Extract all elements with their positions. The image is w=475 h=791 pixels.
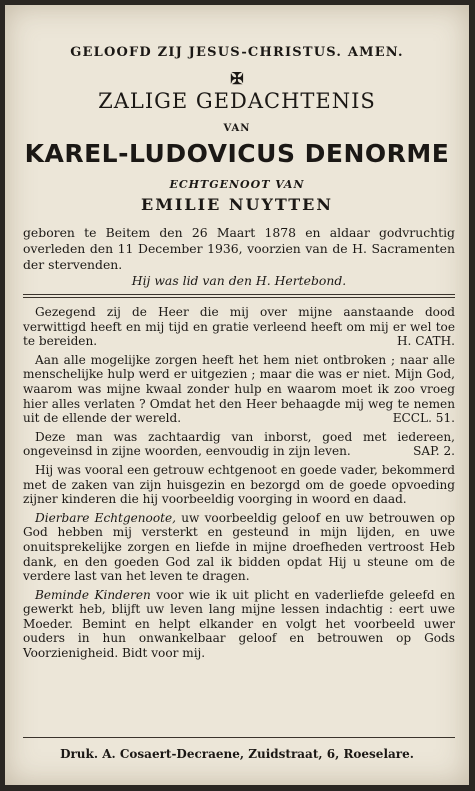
paragraph — [23, 511, 455, 584]
deceased-name: KAREL-LUDOVICUS DENORME — [24, 139, 450, 168]
invocation: GELOOFD ZIJ JESUS-CHRISTUS. AMEN. — [70, 45, 404, 60]
membership-text: Hij was lid van den H. Hertebond. — [131, 273, 347, 288]
biography — [23, 225, 455, 289]
paragraph — [23, 463, 455, 507]
paragraph-text: uw voorbeeldig geloof en uw betrouwen op God hebben mij versterkt en gesteund in mijn lijden, en uwe onuitsprekelijke zorgen en liefde in mijne droefheden vertroost Heb dank, en den goeden God zal ik bidden opdat Hij u steune om de verdere last van het leven te dragen. — [23, 510, 455, 584]
spouse-name: EMILIE NUYTTEN — [141, 195, 333, 214]
paragraph-text: Hij was vooral een getrouw echtgenoot en goede vader, bekommerd met de zaken van zijn huisgezin en bezorgd om de goede opvoeding zijner kinderen die hij voorbeeldig voorging in woord en daad. — [23, 462, 455, 507]
paragraph-source: SAP. 2. — [413, 444, 455, 459]
cross-icon: ✠ — [230, 69, 244, 88]
paragraph — [23, 353, 455, 426]
paragraph-text: voor wie ik uit plicht en vaderliefde geleefd en gewerkt heb, blijft uw leven lang mijne lessen indachtig : eert uwe Moeder. Bemint en helpt elkander en volgt het voorbeeld uwer ouders in hun onwankelbaar geloof en betrouwen op Gods Voorzienigheid. Bidt voor mij. — [23, 587, 455, 661]
paragraph-text: Deze man was zachtaardig van inborst, goed met iedereen, ongeveinsd in zijne woorden, eenvoudig in zijn leven. — [23, 429, 455, 459]
paragraph-lead: Beminde Kinderen — [35, 587, 151, 602]
bio-text: geboren te Beitem den 26 Maart 1878 en aldaar godvruchtig overleden den 11 December 1936, voorzien van de H. Sacramenten der stervenden. — [23, 225, 455, 272]
divider-bottom — [23, 737, 455, 738]
text-body — [23, 305, 455, 665]
paragraph-text: Aan alle mogelijke zorgen heeft het hem niet ontbroken ; naar alle menschelijke hulp werd er uitgezien ; maar die was er niet. Mijn God, waarom was mijne kwaal zonder hulp en waarom moet ik zoo vroeg hier alles verlaten ? Omdat het den Heer behaagde mij weg te nemen uit de ellende der wereld. — [23, 352, 455, 426]
paragraph-source: ECCL. 51. — [392, 411, 455, 426]
paragraph — [23, 430, 455, 459]
memorial-card — [5, 5, 469, 785]
paragraph — [23, 305, 455, 349]
paragraph — [23, 588, 455, 661]
van-label: VAN — [223, 123, 251, 134]
printer-credit: Druk. A. Cosaert-Decraene, Zuidstraat, 6, Roeselare. — [60, 747, 414, 761]
card-title: ZALIGE GEDACHTENIS — [98, 89, 376, 113]
spouse-label: ECHTGENOOT VAN — [169, 178, 305, 191]
divider-top — [23, 294, 455, 295]
paragraph-source: H. CATH. — [396, 334, 455, 349]
paragraph-lead: Dierbare Echtgenoote, — [35, 510, 176, 525]
paragraph-text: Gezegend zij de Heer die mij over mijne aanstaande dood verwittigd heeft en mij tijd en gratie verleend heeft om mij er wel toe te bereiden. — [23, 305, 455, 349]
